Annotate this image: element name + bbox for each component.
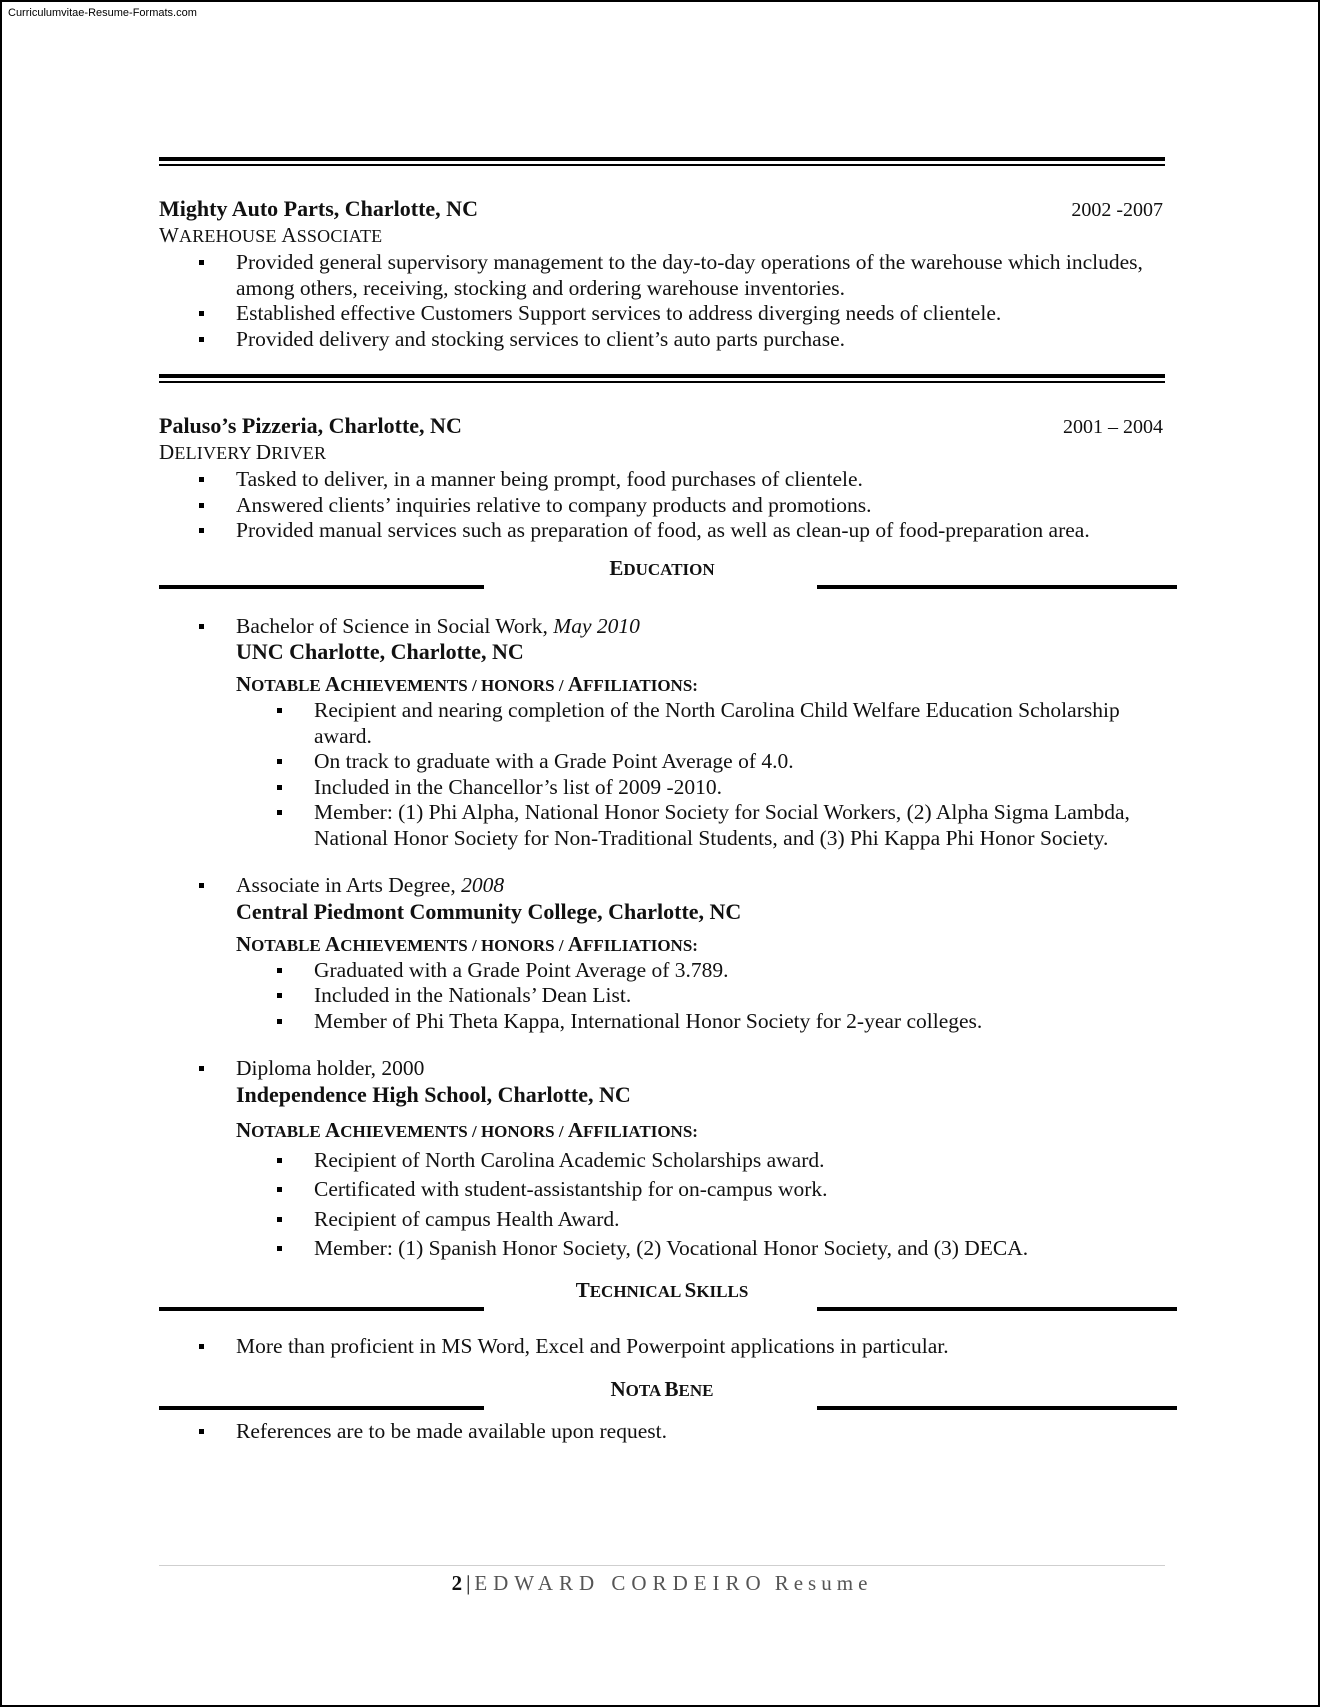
education-entry: [159, 614, 1165, 852]
notable-achievements-label: NOTABLE ACHIEVEMENTS / HONORS / AFFILIATIONS:: [236, 672, 698, 696]
page-number: 2: [451, 1571, 463, 1595]
list-item: Provided delivery and stocking services to client’s auto parts purchase.: [159, 327, 1165, 353]
heading-rule-right: [817, 585, 1177, 589]
heading-rule-right: [817, 1406, 1177, 1410]
list-item: Answered clients’ inquiries relative to company products and promotions.: [159, 493, 1165, 519]
achievements-list: [159, 698, 1165, 851]
degree-line: Associate in Arts Degree, 2008: [159, 873, 1165, 899]
list-item: On track to graduate with a Grade Point Average of 4.0.: [159, 749, 1165, 775]
notable-achievements-label: NOTABLE ACHIEVEMENTS / HONORS / AFFILIATIONS:: [236, 931, 698, 956]
list-item: Tasked to deliver, in a manner being prompt, food purchases of clientele.: [159, 467, 1165, 493]
section-title: TECHNICAL SKILLS: [575, 1277, 749, 1302]
list-item: Provided general supervisory management to the day-to-day operations of the warehouse which includes, among others, receiving, stocking and ordering warehouse inventories.: [159, 250, 1165, 301]
job-entry: [159, 196, 1165, 352]
job-entry: [159, 413, 1165, 544]
list-item: Established effective Customers Support services to address diverging needs of clientele.: [159, 301, 1165, 327]
heading-rule-right: [817, 1307, 1177, 1311]
school-name: Independence High School, Charlotte, NC: [236, 1081, 631, 1107]
nota-bene-list: [159, 1419, 1165, 1445]
job-dates: 2002 -2007: [1071, 199, 1163, 221]
heading-rule-left: [159, 1307, 484, 1311]
notable-achievements-label: NOTABLE ACHIEVEMENTS / HONORS / AFFILIATIONS:: [236, 1117, 698, 1142]
list-item: Member: (1) Spanish Honor Society, (2) Vocational Honor Society, and (3) DECA.: [159, 1234, 1165, 1264]
job-duties: [159, 467, 1165, 544]
list-item: Graduated with a Grade Point Average of 3.789.: [159, 958, 1165, 984]
resume-content: [159, 157, 1165, 1445]
list-item: Member: (1) Phi Alpha, National Honor Society for Social Workers, (2) Alpha Sigma Lambda, National Honor Society for Non-Traditional Students, and (3) Phi Kappa Phi Honor Society.: [159, 800, 1165, 851]
education-entry: [159, 1056, 1165, 1264]
footer-name: EDWARD CORDEIRO: [474, 1571, 767, 1595]
section-divider: [159, 374, 1165, 383]
job-duties: [159, 250, 1165, 352]
heading-rule-left: [159, 585, 484, 589]
nota-bene-heading: [159, 1377, 1165, 1411]
list-item: References are to be made available upon request.: [159, 1419, 1165, 1445]
company-name: Paluso’s Pizzeria, Charlotte, NC: [159, 413, 462, 438]
section-title: EDUCATION: [609, 555, 715, 580]
job-title: WAREHOUSE ASSOCIATE: [159, 223, 383, 247]
technical-skills-list: [159, 1334, 1165, 1360]
list-item: More than proficient in MS Word, Excel and Powerpoint applications in particular.: [159, 1334, 1165, 1360]
job-header: [159, 413, 1165, 439]
job-header: [159, 196, 1165, 222]
degree-line: Bachelor of Science in Social Work, May 2010: [159, 614, 1165, 640]
degree-line: Diploma holder, 2000: [159, 1056, 1165, 1082]
achievements-list: [159, 1146, 1165, 1264]
school-name: Central Piedmont Community College, Charlotte, NC: [236, 898, 742, 924]
list-item: Recipient of North Carolina Academic Scholarships award.: [159, 1146, 1165, 1176]
technical-skills-heading: [159, 1278, 1165, 1312]
job-title: DELIVERY DRIVER: [159, 440, 327, 464]
footer-label: Resume: [774, 1571, 873, 1595]
heading-rule-left: [159, 1406, 484, 1410]
job-dates: 2001 – 2004: [1063, 416, 1163, 438]
list-item: Included in the Chancellor’s list of 2009 -2010.: [159, 775, 1165, 801]
footer-text: 2 | EDWARD CORDEIRO Resume: [451, 1571, 873, 1595]
section-title: NOTA BENE: [610, 1377, 714, 1401]
list-item: Included in the Nationals’ Dean List.: [159, 983, 1165, 1009]
list-item: Member of Phi Theta Kappa, International Honor Society for 2-year colleges.: [159, 1009, 1165, 1035]
achievements-list: [159, 958, 1165, 1035]
footer-rule: [159, 1565, 1165, 1566]
list-item: Certificated with student-assistantship for on-campus work.: [159, 1175, 1165, 1205]
list-item: Recipient of campus Health Award.: [159, 1205, 1165, 1235]
list-item: Provided manual services such as preparation of food, as well as clean-up of food-preparation area.: [159, 518, 1165, 544]
watermark: Curriculumvitae-Resume-Formats.com: [8, 7, 197, 19]
section-divider: [159, 157, 1165, 166]
list-item: Recipient and nearing completion of the North Carolina Child Welfare Education Scholarship award.: [159, 698, 1165, 749]
school-name: UNC Charlotte, Charlotte, NC: [236, 639, 524, 664]
education-entry: [159, 873, 1165, 1034]
education-heading: [159, 556, 1165, 590]
company-name: Mighty Auto Parts, Charlotte, NC: [159, 196, 478, 221]
